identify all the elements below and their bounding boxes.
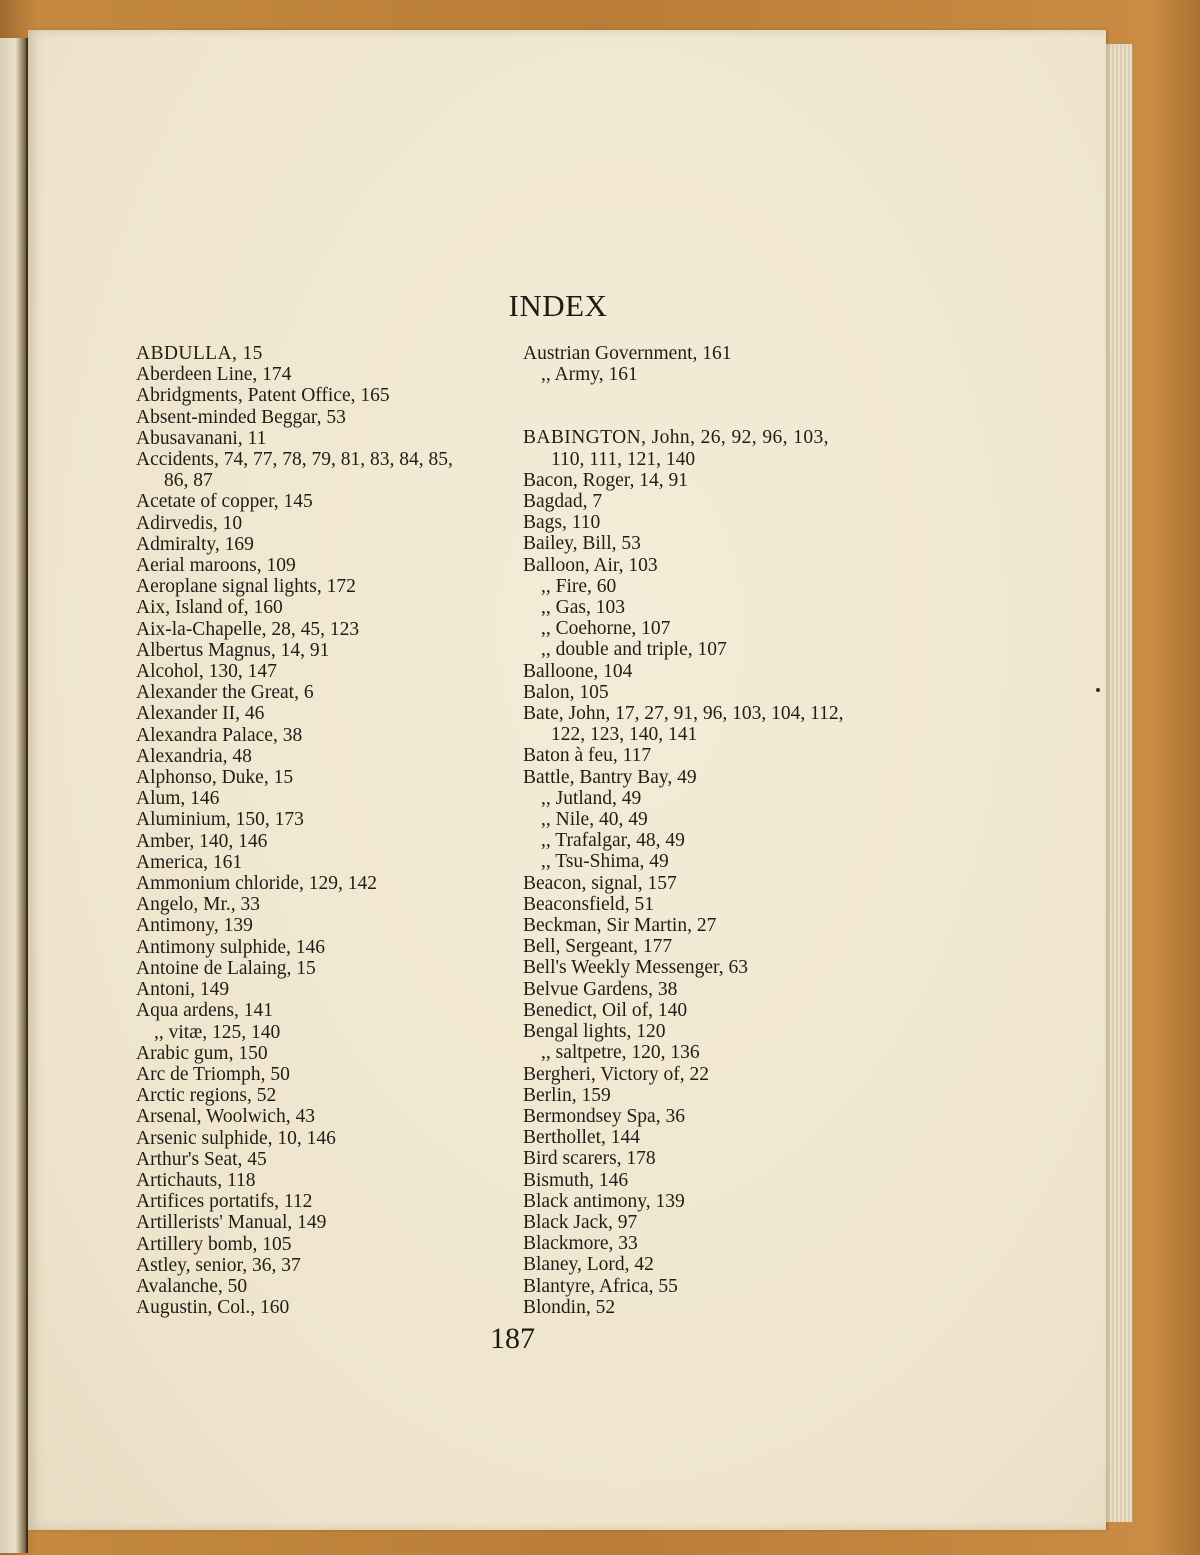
index-entry: Antimony sulphide, 146 xyxy=(136,936,326,958)
index-entry: Artifices portatifs, 112 xyxy=(136,1191,313,1213)
index-entry: Bermondsey Spa, 36 xyxy=(523,1105,685,1127)
index-entry: Arctic regions, 52 xyxy=(136,1085,277,1107)
index-entry: Bagdad, 7 xyxy=(523,491,603,513)
index-subentry: ,, Gas, 103 xyxy=(541,597,625,619)
index-entry: Battle, Bantry Bay, 49 xyxy=(523,766,697,788)
index-entry: Bate, John, 17, 27, 91, 96, 103, 104, 112, xyxy=(523,703,844,725)
index-entry: Antimony, 139 xyxy=(136,915,253,937)
index-entry: Baton à feu, 117 xyxy=(523,745,652,767)
index-entry: Ammonium chloride, 129, 142 xyxy=(136,873,378,895)
index-subentry: ,, Trafalgar, 48, 49 xyxy=(541,830,685,852)
index-entry: Blackmore, 33 xyxy=(523,1233,638,1255)
index-entry: Accidents, 74, 77, 78, 79, 81, 83, 84, 85, xyxy=(136,449,453,471)
index-entry: Aix-la-Chapelle, 28, 45, 123 xyxy=(136,618,360,640)
index-entry: Arsenal, Woolwich, 43 xyxy=(136,1106,315,1128)
index-entry: Bell's Weekly Messenger, 63 xyxy=(523,957,749,979)
index-entry: Admiralty, 169 xyxy=(136,533,254,555)
index-entry: Balloon, Air, 103 xyxy=(523,554,658,576)
index-entry: Albertus Magnus, 14, 91 xyxy=(136,639,330,661)
index-entry: Alum, 146 xyxy=(136,788,220,810)
index-entry: Arabic gum, 150 xyxy=(136,1042,268,1064)
index-entry-continuation: 110, 111, 121, 140 xyxy=(551,448,696,470)
index-entry: Alphonso, Duke, 15 xyxy=(136,767,294,789)
index-entry: Abridgments, Patent Office, 165 xyxy=(136,385,390,407)
index-entry: Augustin, Col., 160 xyxy=(136,1297,290,1319)
index-entry: Antoine de Lalaing, 15 xyxy=(136,957,316,979)
index-entry: Aix, Island of, 160 xyxy=(136,597,283,619)
index-entry: Black antimony, 139 xyxy=(523,1190,685,1212)
index-entry: Abusavanani, 11 xyxy=(136,427,267,449)
index-entry: Amber, 140, 146 xyxy=(136,830,268,852)
index-entry: Aberdeen Line, 174 xyxy=(136,364,292,386)
index-entry-continuation: 122, 123, 140, 141 xyxy=(551,724,698,746)
index-entry: BABINGTON, John, 26, 92, 96, 103, xyxy=(523,427,829,449)
index-entry: Alcohol, 130, 147 xyxy=(136,661,277,683)
index-entry: Benedict, Oil of, 140 xyxy=(523,999,688,1021)
index-column-right xyxy=(523,343,923,1318)
index-subentry: ,, saltpetre, 120, 136 xyxy=(541,1042,700,1064)
index-subentry: ,, double and triple, 107 xyxy=(541,639,727,661)
index-entry: Aluminium, 150, 173 xyxy=(136,809,304,831)
book-page xyxy=(28,30,1106,1530)
index-entry: Adirvedis, 10 xyxy=(136,512,243,534)
index-entry: Austrian Government, 161 xyxy=(523,343,732,364)
index-entry: Arthur's Seat, 45 xyxy=(136,1148,267,1170)
index-entry: Alexandra Palace, 38 xyxy=(136,724,303,746)
index-entry: Bird scarers, 178 xyxy=(523,1148,656,1170)
index-entry-continuation: 86, 87 xyxy=(164,470,213,492)
index-entry: Berthollet, 144 xyxy=(523,1127,640,1149)
index-entry: Berlin, 159 xyxy=(523,1084,611,1106)
index-entry: Avalanche, 50 xyxy=(136,1275,248,1297)
index-column-left xyxy=(136,343,516,1318)
index-subentry: ,, Coehorne, 107 xyxy=(541,618,671,640)
index-subentry: ,, Fire, 60 xyxy=(541,575,617,597)
index-subentry: ,, Nile, 40, 49 xyxy=(541,809,648,831)
index-entry: Beckman, Sir Martin, 27 xyxy=(523,915,717,937)
index-subentry: ,, Jutland, 49 xyxy=(541,787,642,809)
index-entry: Artillerists' Manual, 149 xyxy=(136,1212,327,1234)
index-entry: Astley, senior, 36, 37 xyxy=(136,1254,301,1276)
index-entry: Alexander the Great, 6 xyxy=(136,682,314,704)
index-entry: Blaney, Lord, 42 xyxy=(523,1254,654,1276)
index-entry: Balon, 105 xyxy=(523,681,609,703)
index-subentry: ,, Tsu-Shima, 49 xyxy=(541,851,669,873)
page-title: INDEX xyxy=(508,288,608,323)
index-entry: Aqua ardens, 141 xyxy=(136,1000,274,1022)
index-entry: Balloone, 104 xyxy=(523,660,633,682)
index-entry: Angelo, Mr., 33 xyxy=(136,894,261,916)
index-entry: Beaconsfield, 51 xyxy=(523,893,655,915)
index-entry: Aeroplane signal lights, 172 xyxy=(136,576,356,598)
index-entry: Bell, Sergeant, 177 xyxy=(523,936,673,958)
index-entry: Bags, 110 xyxy=(523,512,601,534)
page-number: 187 xyxy=(490,1322,535,1355)
index-entry: Aerial maroons, 109 xyxy=(136,555,296,577)
index-entry: ABDULLA, 15 xyxy=(136,343,263,364)
index-entry: Arc de Triomph, 50 xyxy=(136,1063,290,1085)
index-entry: Antoni, 149 xyxy=(136,979,230,1001)
index-entry: Beacon, signal, 157 xyxy=(523,872,677,894)
index-entry: Alexandria, 48 xyxy=(136,745,252,767)
index-entry: Alexander II, 46 xyxy=(136,703,265,725)
index-entry: Artichauts, 118 xyxy=(136,1169,256,1191)
index-entry: Blantyre, Africa, 55 xyxy=(523,1275,678,1297)
index-subentry: ,, vitæ, 125, 140 xyxy=(154,1021,281,1043)
index-entry: Arsenic sulphide, 10, 146 xyxy=(136,1127,336,1149)
index-entry: Blondin, 52 xyxy=(523,1296,616,1318)
index-entry: Bacon, Roger, 14, 91 xyxy=(523,469,688,491)
index-entry: Artillery bomb, 105 xyxy=(136,1233,292,1255)
index-entry: America, 161 xyxy=(136,851,243,873)
index-entry: Black Jack, 97 xyxy=(523,1211,638,1233)
previous-page-edge xyxy=(0,38,28,1553)
index-entry: Bailey, Bill, 53 xyxy=(523,533,641,555)
index-entry: Bengal lights, 120 xyxy=(523,1021,666,1043)
index-entry: Bergheri, Victory of, 22 xyxy=(523,1063,710,1085)
index-section-gap xyxy=(523,385,923,427)
index-subentry: ,, Army, 161 xyxy=(541,364,638,386)
index-entry: Belvue Gardens, 38 xyxy=(523,978,678,1000)
index-entry: Acetate of copper, 145 xyxy=(136,491,313,513)
ink-speck xyxy=(1096,688,1100,692)
index-entry: Bismuth, 146 xyxy=(523,1169,629,1191)
index-entry: Absent-minded Beggar, 53 xyxy=(136,406,346,428)
